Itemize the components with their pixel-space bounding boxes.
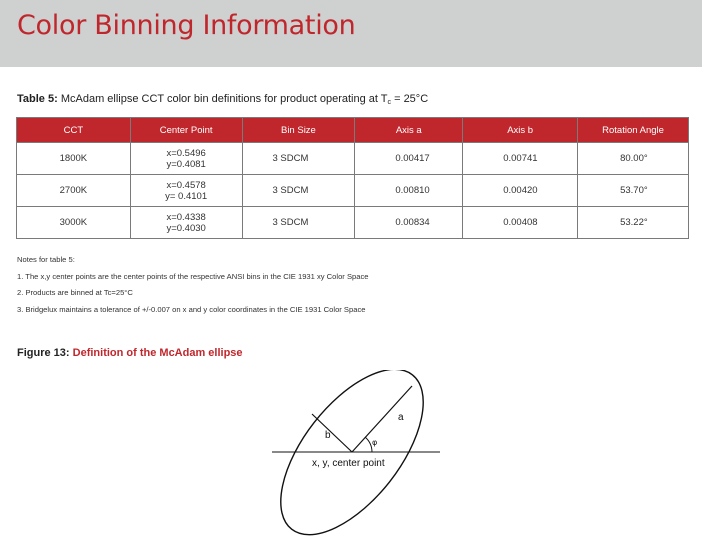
- header-bin-size: Bin Size: [242, 118, 355, 143]
- note-item: 1. The x,y center points are the center points of the respective ANSI bins in the CIE 1931 xy Color Space: [17, 271, 369, 281]
- figure-label: Figure 13:: [17, 347, 70, 359]
- cell-cct: 2700K: [17, 175, 131, 207]
- cell-center-point: [130, 143, 242, 175]
- center-x: x=0.4578: [166, 179, 206, 191]
- table-caption-text: McAdam ellipse CCT color bin definitions for product operating at T: [60, 93, 388, 105]
- minor-axis-line: [312, 414, 352, 452]
- cell-axis-a: 0.00834: [355, 207, 463, 239]
- cell-axis-b: 0.00741: [463, 143, 578, 175]
- table-row: [17, 207, 689, 239]
- cell-axis-a: 0.00417: [355, 143, 463, 175]
- header-axis-b: Axis b: [463, 118, 578, 143]
- table-notes: [17, 252, 368, 318]
- cell-axis-a: 0.00810: [355, 175, 463, 207]
- cell-rotation: 80.00°: [578, 143, 689, 175]
- header-center-point: Center Point: [130, 118, 242, 143]
- note-item: 2. Products are binned at Tc=25°C: [17, 288, 133, 297]
- table-caption-subscript: c: [387, 99, 392, 106]
- center-x: x=0.5496: [166, 147, 206, 159]
- table-row: [17, 175, 689, 207]
- cell-rotation: 53.70°: [578, 175, 689, 207]
- cell-axis-b: 0.00420: [463, 175, 578, 207]
- cell-cct: 1800K: [17, 143, 131, 175]
- figure-caption: [17, 347, 243, 359]
- cell-center-point: [130, 207, 242, 239]
- header-axis-a: Axis a: [355, 118, 463, 143]
- header-cct: CCT: [17, 118, 131, 143]
- note-item: 3. Bridgelux maintains a tolerance of +/-0.007 on x and y color coordinates in the CIE 1931 Color Space: [17, 304, 366, 314]
- center-x: x=0.4338: [166, 211, 206, 223]
- header-rotation-angle: Rotation Angle: [578, 118, 689, 143]
- center-y: y=0.4030: [166, 222, 206, 234]
- table-caption: [17, 93, 428, 106]
- header-band: [0, 0, 702, 67]
- color-bin-table: [16, 117, 689, 239]
- figure-title: Definition of the McAdam ellipse: [72, 347, 243, 359]
- center-y: y= 0.4101: [165, 190, 208, 202]
- cell-bin-size: 3 SDCM: [242, 207, 355, 239]
- cell-cct: 3000K: [17, 207, 131, 239]
- table-caption-label: Table 5:: [17, 93, 58, 105]
- label-phi: φ: [372, 438, 378, 447]
- table-header-row: [17, 118, 689, 143]
- cell-bin-size: 3 SDCM: [242, 143, 355, 175]
- mcadam-ellipse-diagram: [260, 370, 460, 545]
- center-point-label: x, y, center point: [312, 458, 385, 469]
- cell-center-point: [130, 175, 242, 207]
- cell-bin-size: 3 SDCM: [242, 175, 355, 207]
- cell-rotation: 53.22°: [578, 207, 689, 239]
- notes-heading: Notes for table 5:: [17, 255, 75, 264]
- label-b: b: [325, 430, 331, 441]
- angle-arc: [365, 437, 372, 452]
- cell-axis-b: 0.00408: [463, 207, 578, 239]
- center-y: y=0.4081: [166, 158, 206, 170]
- page-title: Color Binning Information: [17, 10, 356, 41]
- label-a: a: [398, 412, 404, 423]
- table-caption-text-after: = 25°C: [391, 93, 429, 105]
- table-row: [17, 143, 689, 175]
